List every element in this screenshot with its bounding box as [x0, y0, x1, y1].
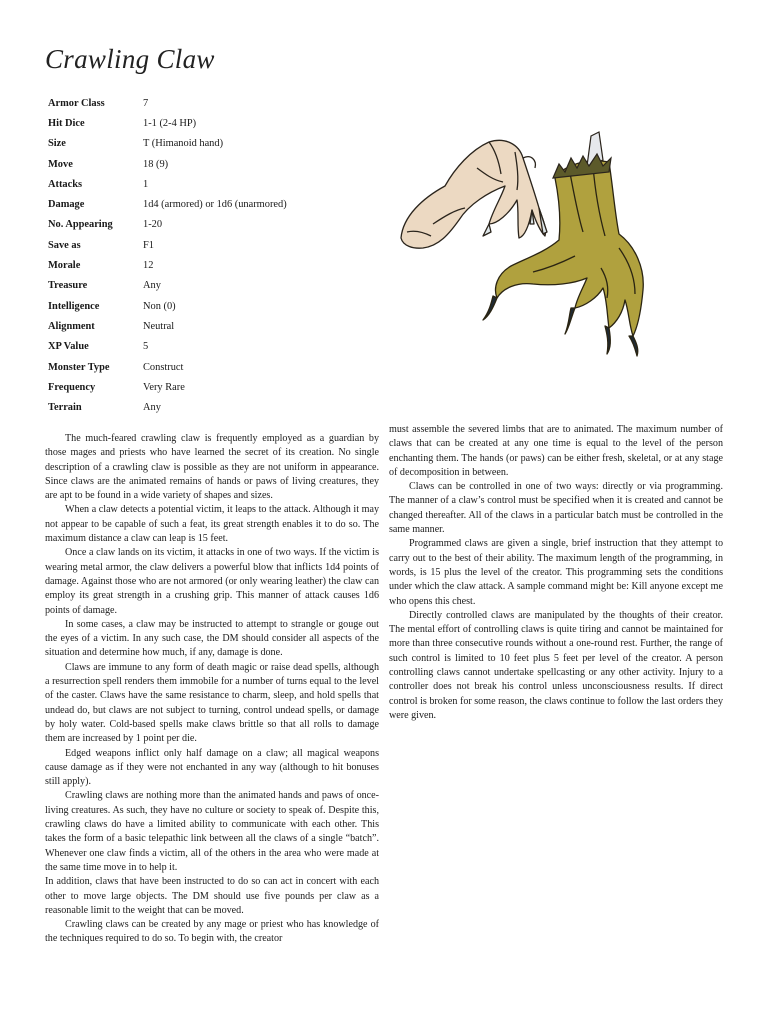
stat-row [48, 194, 378, 214]
paragraph: In addition, claws that have been instructed to do so can act in concert with each other to move large objects. The DM should use five pounds per claw as a reasonable limit to the weight that can be moved. [45, 876, 379, 916]
stat-row [48, 93, 378, 113]
pale-hand-drawing [401, 140, 547, 248]
stat-row [48, 255, 378, 275]
description-column-left [45, 432, 379, 947]
stat-value: 1d4 (armored) or 1d6 (unarmored) [143, 199, 287, 211]
stat-value: Neutral [143, 320, 175, 332]
stat-value: T (Himanoid hand) [143, 138, 224, 150]
stat-label: Move [48, 158, 73, 170]
stat-label: Frequency [48, 381, 96, 393]
stat-row [48, 296, 378, 316]
paragraph: In some cases, a claw may be instructed to attempt to strangle or gouge out the eyes of a victim. In any such case, the DM should consider all aspects of the situation and determine how much, if any, damage is done. [45, 618, 379, 659]
stat-label: Armor Class [48, 97, 105, 109]
wrist-bone-drawing [553, 132, 611, 178]
stat-label: Save as [48, 239, 81, 251]
stat-value: Construct [143, 361, 184, 373]
paragraph: Programmed claws are given a single, brief instruction that they attempt to carry out to the best of their ability. The maximum length of the programming, in words, is 15 plus the level of the creator. This programming sets the conditions under which the claw attack. A sample command might be: Kill anyone except me who opens this chest. [389, 538, 723, 607]
stat-row [48, 357, 378, 377]
paragraph: Crawling claws can be created by any mage or priest who has knowledge of the techniques required to do so. To begin with, the creator [45, 919, 379, 945]
stat-label: Terrain [48, 402, 82, 414]
stat-row [48, 276, 378, 296]
stat-row [48, 113, 378, 133]
stat-value: Non (0) [143, 300, 176, 312]
stat-value: 1-1 (2-4 HP) [143, 117, 197, 129]
stat-value: 12 [143, 260, 154, 272]
paragraph: Edged weapons inflict only half damage on a claw; all magical weapons cause damage as if they were not enchanted in any way (although to hit bonuses still apply). [45, 747, 379, 788]
stat-label: Alignment [48, 320, 95, 332]
paragraph: must assemble the severed limbs that are to animated. The maximum number of claws that can be created at any one time is equal to the level of the person enchanting them. The hands (or paws) can be either fresh, skeletal, or at any stage of decomposition in between. [389, 424, 723, 478]
paragraph: Directly controlled claws are manipulated by the thoughts of their creator. The mental effort of controlling claws is quite tiring and cannot be maintained for more than three consecutive rounds without a one-round rest. Further, the range of such control is limited to 10 feet plus 5 feet per level of the creator. A person controlling claws cannot undertake spellcasting or any other activity. Injury to a controller does not break his control unless unconsciousness results. If direct control is broken for some reason, the claws continue to follow the last orders they were given. [389, 609, 723, 721]
stat-row [48, 316, 378, 336]
stat-row [48, 377, 378, 397]
stat-row [48, 337, 378, 357]
paragraph: When a claw detects a potential victim, it leaps to the attack. Although it may not appear to be capable of such a feat, its great strength enables it to do so. The maximum distance a claw can leap is 15 feet. [45, 504, 379, 545]
paragraph: Claws are immune to any form of death magic or raise dead spells, although a resurrection spell renders them immobile for a number of turns equal to the level of the caster. Claws have the same resistance to charm, sleep, and hold spells that undead do, but claws are not subject to turning, control undead spells, or damage by holy water. Cold-based spells make claws brittle so that all rolls to damage them are increased by 1 point per die. [45, 661, 379, 745]
stat-value: Any [143, 280, 161, 292]
stat-row [48, 134, 378, 154]
stat-label: Attacks [48, 178, 83, 190]
paragraph: Crawling claws are nothing more than the animated hands and paws of once-living creatures. As such, they have no culture or society to speak of. Despite this, crawling claws do have a limited ability to communicate with each other. This takes the form of a basic telepathic link between all the claws of a single “batch”. Whenever one claw finds a victim, all of the others in the area who were made at the same time move in to help it. [45, 790, 379, 873]
stat-value: F1 [143, 239, 154, 251]
stat-label: XP Value [48, 341, 89, 353]
stat-value: 7 [143, 97, 149, 109]
description-column-right [389, 423, 723, 723]
stat-row [48, 215, 378, 235]
stat-label: Damage [48, 199, 85, 211]
stat-value: Any [143, 402, 161, 414]
paragraph: Once a claw lands on its victim, it attacks in one of two ways. If the victim is wearing metal armor, the claw delivers a powerful blow that inflicts 1d4 points of damage. Against those who are not armored (or only wearing leather) the claw can employ its great strength in a crushing grip. This manner of attack causes 1d6 points of damage. [45, 547, 379, 616]
stat-label: Size [48, 138, 66, 150]
stat-label: Hit Dice [48, 117, 85, 129]
stat-value: 1-20 [143, 219, 163, 231]
stat-label: Intelligence [48, 300, 100, 312]
stat-value: 1 [143, 178, 149, 190]
stat-block [48, 93, 378, 418]
stat-row [48, 174, 378, 194]
stat-row [48, 397, 378, 417]
stat-label: Monster Type [48, 361, 110, 373]
stat-value: 5 [143, 341, 149, 353]
paragraph: Claws can be controlled in one of two ways: directly or via programming. The manner of a claw’s control must be specified when it is created and cannot be changed thereafter. All of the claws in a particular batch must be controlled in the same manner. [389, 481, 723, 536]
stat-value: Very Rare [143, 381, 185, 393]
stat-row [48, 235, 378, 255]
stat-row [48, 154, 378, 174]
stat-value: 18 (9) [143, 158, 169, 170]
stat-label: Treasure [48, 280, 88, 292]
stat-label: Morale [48, 260, 81, 272]
paragraph: The much-feared crawling claw is frequently employed as a guardian by those mages and priests who have learned the secret of its creation. No single description of a crawling claw is possible as they are not uniform in appearance. Since claws are the animated remains of hands or paws of living creatures, they are apt to be found in a wide variety of shapes and sizes. [45, 433, 379, 502]
stat-label: No. Appearing [48, 219, 113, 231]
crawling-claw-illustration [393, 128, 655, 358]
page-title: Crawling Claw [45, 44, 215, 74]
